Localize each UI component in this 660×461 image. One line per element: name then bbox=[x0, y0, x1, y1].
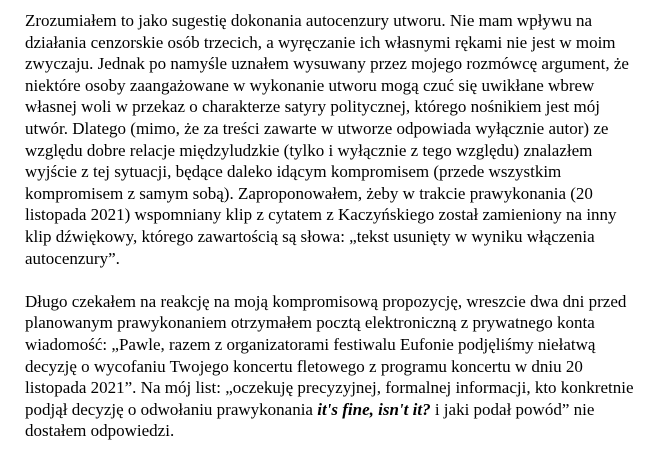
emphasized-phrase: it's fine, isn't it? bbox=[317, 399, 431, 419]
paragraph-autocenzura bbox=[25, 10, 638, 269]
document-body bbox=[25, 10, 638, 442]
paragraph-reakcja bbox=[25, 291, 638, 442]
paragraph-text: Zrozumiałem to jako sugestię dokonania autocenzury utworu. Nie mam wpływu na działania cenzorskie osób trzecich, a wyręczanie ich własnymi rękami nie jest w moim zwyczaju. Jednak po namyśle uznałem wysuwany przez mojego rozmówcę argument, że niektóre osoby zaangażowane w wykonanie utworu mogą czuć się uwikłane wbrew własnej woli w przekaz o charakterze satyry politycznej, którego nośnikiem jest mój utwór. Dlatego (mimo, że za treści zawarte w utworze odpowiada wyłącznie autor) ze względu dobre relacje międzyludzkie (tylko i wyłącznie z tego względu) znalazłem wyjście z tej sytuacji, będące daleko idącym kompromisem (przede wszystkim kompromisem z samym sobą). Zaproponowałem, żeby w trakcie prawykonania (20 listopada 2021) wspomniany klip z cytatem z Kaczyńskiego został zamieniony na inny klip dźwiękowy, którego zawartością są słowa: „tekst usunięty w wyniku włączenia autocenzury”. bbox=[25, 11, 629, 268]
paragraph-text: i jaki podał powód” nie dostałem odpowiedzi. bbox=[25, 399, 595, 441]
paragraph-text: Długo czekałem na reakcję na moją kompromisową propozycję, wreszcie dwa dni przed planowanym prawykonaniem otrzymałem pocztą elektroniczną z prywatnego konta wiadomość: „Pawle, razem z organizatorami festiwalu Eufonie podjęliśmy niełatwą decyzję o wycofaniu Twojego koncertu fletowego z programu koncertu w dniu 20 listopada 2021”. Na mój list: „oczekuję precyzyjnej, formalnej informacji, kto konkretnie podjął decyzję o odwołaniu prawykonania bbox=[25, 291, 634, 419]
